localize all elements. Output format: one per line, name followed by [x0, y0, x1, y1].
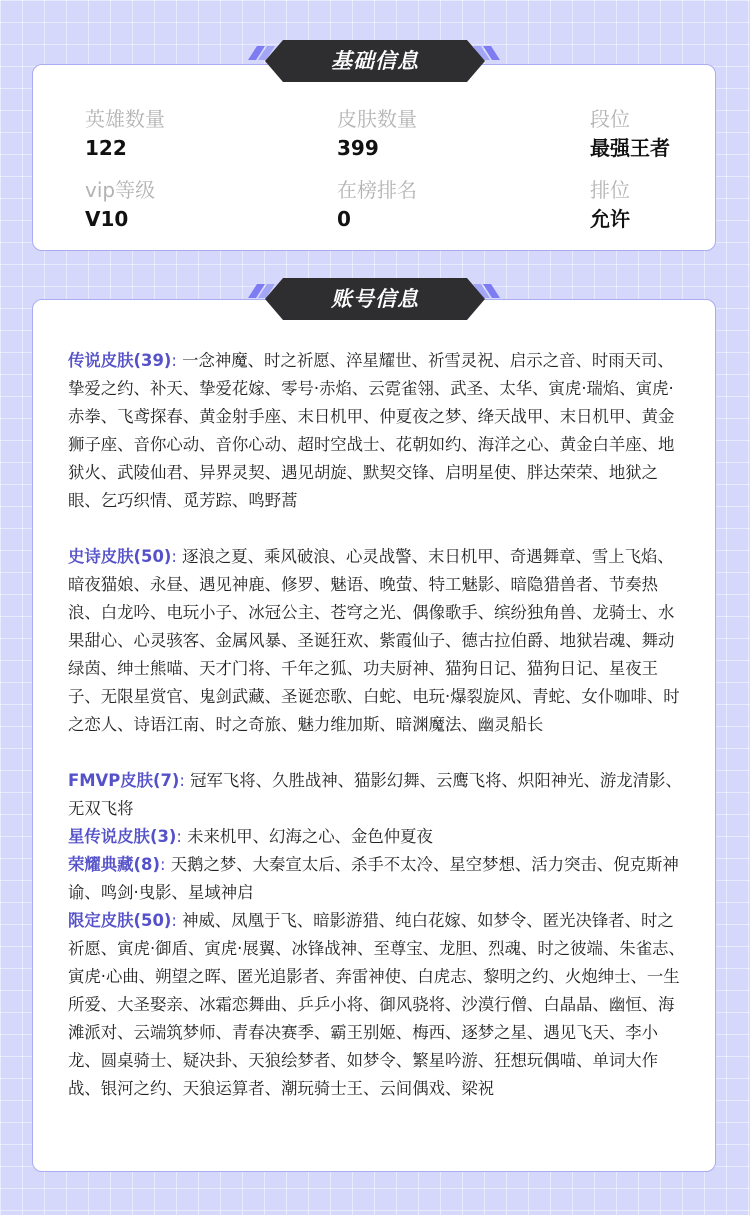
stat-label: 皮肤数量 [337, 107, 417, 131]
skin-group-items: 冠军飞将、久胜战神、猫影幻舞、云鹰飞将、炽阳神光、游龙清影、无双飞将 [68, 771, 682, 818]
skin-group-glory-collection: 荣耀典藏(8): 天鹅之梦、大秦宣太后、杀手不太冷、星空梦想、活力突击、倪克斯神谕、鸣剑·曳影、星域神启 [68, 855, 679, 902]
stat-skin-count [337, 105, 537, 163]
skin-group-limited: 限定皮肤(50): 神威、凤凰于飞、暗影游猎、纯白花嫁、如梦令、匿光决锋者、时之祈愿、寅虎·御盾、寅虎·展翼、冰锋战神、至尊宝、龙胆、烈魂、时之彼端、朱雀志、寅虎·心曲、朔望之晖、匿光追影者、奔雷神使、白虎志、黎明之约、火炮绅士、一生所爱、大圣娶亲、冰霜恋舞曲、乒乒小将、御风骁将、沙漠行僧、白晶晶、幽恒、海滩派对、云端筑梦师、青春决赛季、霸王别姬、梅西、逐梦之星、遇见飞天、李小龙、圆桌骑士、疑决卦、天狼绘梦者、如梦令、繁星吟游、狂想玩偶喵、单词大作战、银河之约、天狼运算者、潮玩骑士王、云间偶戏、梁祝 [68, 911, 685, 1098]
skin-group-items: 未来机甲、幻海之心、金色仲夏夜 [187, 827, 433, 846]
stat-label: 段位 [590, 107, 630, 131]
stat-value: 0 [337, 207, 351, 231]
section-title: 基础信息 [331, 49, 419, 73]
stat-value: 最强王者 [590, 136, 670, 160]
stat-ranked-allowed [590, 176, 750, 234]
skin-group-items: 一念神魔、时之祈愿、淬星耀世、祈雪灵祝、启示之音、时雨天司、挚爱之约、补天、挚爱花嫁、零号·赤焰、云霓雀翎、武圣、太华、寅虎·瑞焰、寅虎·赤拳、飞鸢探春、黄金射手座、末日机甲、仲夏夜之梦、绛天战甲、末日机甲、黄金狮子座、音你心动、音你心动、超时空战士、花朝如约、海洋之心、黄金白羊座、地狱火、武陵仙君、异界灵契、遇见胡旋、默契交锋、启明星使、胖达荣荣、地狱之眼、乞巧织情、觅芳踪、鸣野蒿 [68, 351, 675, 510]
skin-group-fmvp: FMVP皮肤(7): 冠军飞将、久胜战神、猫影幻舞、云鹰飞将、炽阳神光、游龙清影、无双飞将 [68, 771, 682, 818]
stat-hero-count [85, 105, 285, 163]
account-info-card [32, 299, 716, 1172]
stat-leaderboard-rank [337, 176, 537, 234]
skin-group-items: 逐浪之夏、乘风破浪、心灵战警、末日机甲、奇遇舞章、雪上飞焰、暗夜猫娘、永昼、遇见神鹿、修罗、魅语、晚萤、特工魅影、暗隐猎兽者、节奏热浪、白龙吟、电玩小子、冰冠公主、苍穹之光、偶像歌手、缤纷独角兽、龙骑士、水果甜心、心灵骇客、金属风暴、圣诞狂欢、紫霞仙子、德古拉伯爵、地狱岩魂、舞动绿茵、绅士熊喵、天才门将、千年之狐、功夫厨神、猫狗日记、猫狗日记、星夜王子、无限星赏官、鬼剑武藏、圣诞恋歌、白蛇、电玩·爆裂旋风、青蛇、女仆咖啡、时之恋人、诗语江南、时之奇旅、魅力维加斯、暗渊魔法、幽灵船长 [68, 547, 680, 734]
skin-group-epic: 史诗皮肤(50): 逐浪之夏、乘风破浪、心灵战警、末日机甲、奇遇舞章、雪上飞焰、暗夜猫娘、永昼、遇见神鹿、修罗、魅语、晚萤、特工魅影、暗隐猎兽者、节奏热浪、白龙吟、电玩小子、冰冠公主、苍穹之光、偶像歌手、缤纷独角兽、龙骑士、水果甜心、心灵骇客、金属风暴、圣诞狂欢、紫霞仙子、德古拉伯爵、地狱岩魂、舞动绿茵、绅士熊喵、天才门将、千年之狐、功夫厨神、猫狗日记、猫狗日记、星夜王子、无限星赏官、鬼剑武藏、圣诞恋歌、白蛇、电玩·爆裂旋风、青蛇、女仆咖啡、时之恋人、诗语江南、时之奇旅、魅力维加斯、暗渊魔法、幽灵船长 [68, 547, 680, 734]
skin-group-label: 星传说皮肤(3) [68, 827, 177, 846]
skin-group-label: 限定皮肤(50) [68, 911, 172, 930]
stat-label: 英雄数量 [85, 107, 165, 131]
section-header-basic [245, 38, 505, 84]
stat-label: 排位 [590, 178, 630, 202]
stat-rank-tier [590, 105, 750, 163]
stat-value: 允许 [590, 207, 630, 231]
skin-group-label: 荣耀典藏(8) [68, 855, 160, 874]
skin-group-items: 天鹅之梦、大秦宣太后、杀手不太冷、星空梦想、活力突击、倪克斯神谕、鸣剑·曳影、星域神启 [68, 855, 679, 902]
stat-vip-level [85, 176, 285, 234]
basic-info-card [32, 64, 716, 251]
skin-list [68, 347, 690, 1103]
skin-group-star-legend: 星传说皮肤(3): 未来机甲、幻海之心、金色仲夏夜 [68, 827, 433, 846]
skin-group-label: 传说皮肤(39) [68, 351, 172, 370]
section-header-account [245, 276, 505, 322]
skin-group-label: 史诗皮肤(50) [68, 547, 172, 566]
skin-group-items: 神威、凤凰于飞、暗影游猎、纯白花嫁、如梦令、匿光决锋者、时之祈愿、寅虎·御盾、寅虎·展翼、冰锋战神、至尊宝、龙胆、烈魂、时之彼端、朱雀志、寅虎·心曲、朔望之晖、匿光追影者、奔雷神使、白虎志、黎明之约、火炮绅士、一生所爱、大圣娶亲、冰霜恋舞曲、乒乒小将、御风骁将、沙漠行僧、白晶晶、幽恒、海滩派对、云端筑梦师、青春决赛季、霸王别姬、梅西、逐梦之星、遇见飞天、李小龙、圆桌骑士、疑决卦、天狼绘梦者、如梦令、繁星吟游、狂想玩偶喵、单词大作战、银河之约、天狼运算者、潮玩骑士王、云间偶戏、梁祝 [68, 911, 685, 1098]
stat-value: 399 [337, 136, 379, 160]
skin-group-legend: 传说皮肤(39): 一念神魔、时之祈愿、淬星耀世、祈雪灵祝、启示之音、时雨天司、挚爱之约、补天、挚爱花嫁、零号·赤焰、云霓雀翎、武圣、太华、寅虎·瑞焰、寅虎·赤拳、飞鸢探春、黄金射手座、末日机甲、仲夏夜之梦、绛天战甲、末日机甲、黄金狮子座、音你心动、音你心动、超时空战士、花朝如约、海洋之心、黄金白羊座、地狱火、武陵仙君、异界灵契、遇见胡旋、默契交锋、启明星使、胖达荣荣、地狱之眼、乞巧织情、觅芳踪、鸣野蒿 [68, 351, 675, 510]
stat-label: vip等级 [85, 178, 156, 202]
section-title: 账号信息 [331, 287, 419, 311]
skin-group-label: FMVP皮肤(7) [68, 771, 180, 790]
stat-label: 在榜排名 [337, 178, 417, 202]
stat-value: 122 [85, 136, 127, 160]
stat-value: V10 [85, 207, 129, 231]
